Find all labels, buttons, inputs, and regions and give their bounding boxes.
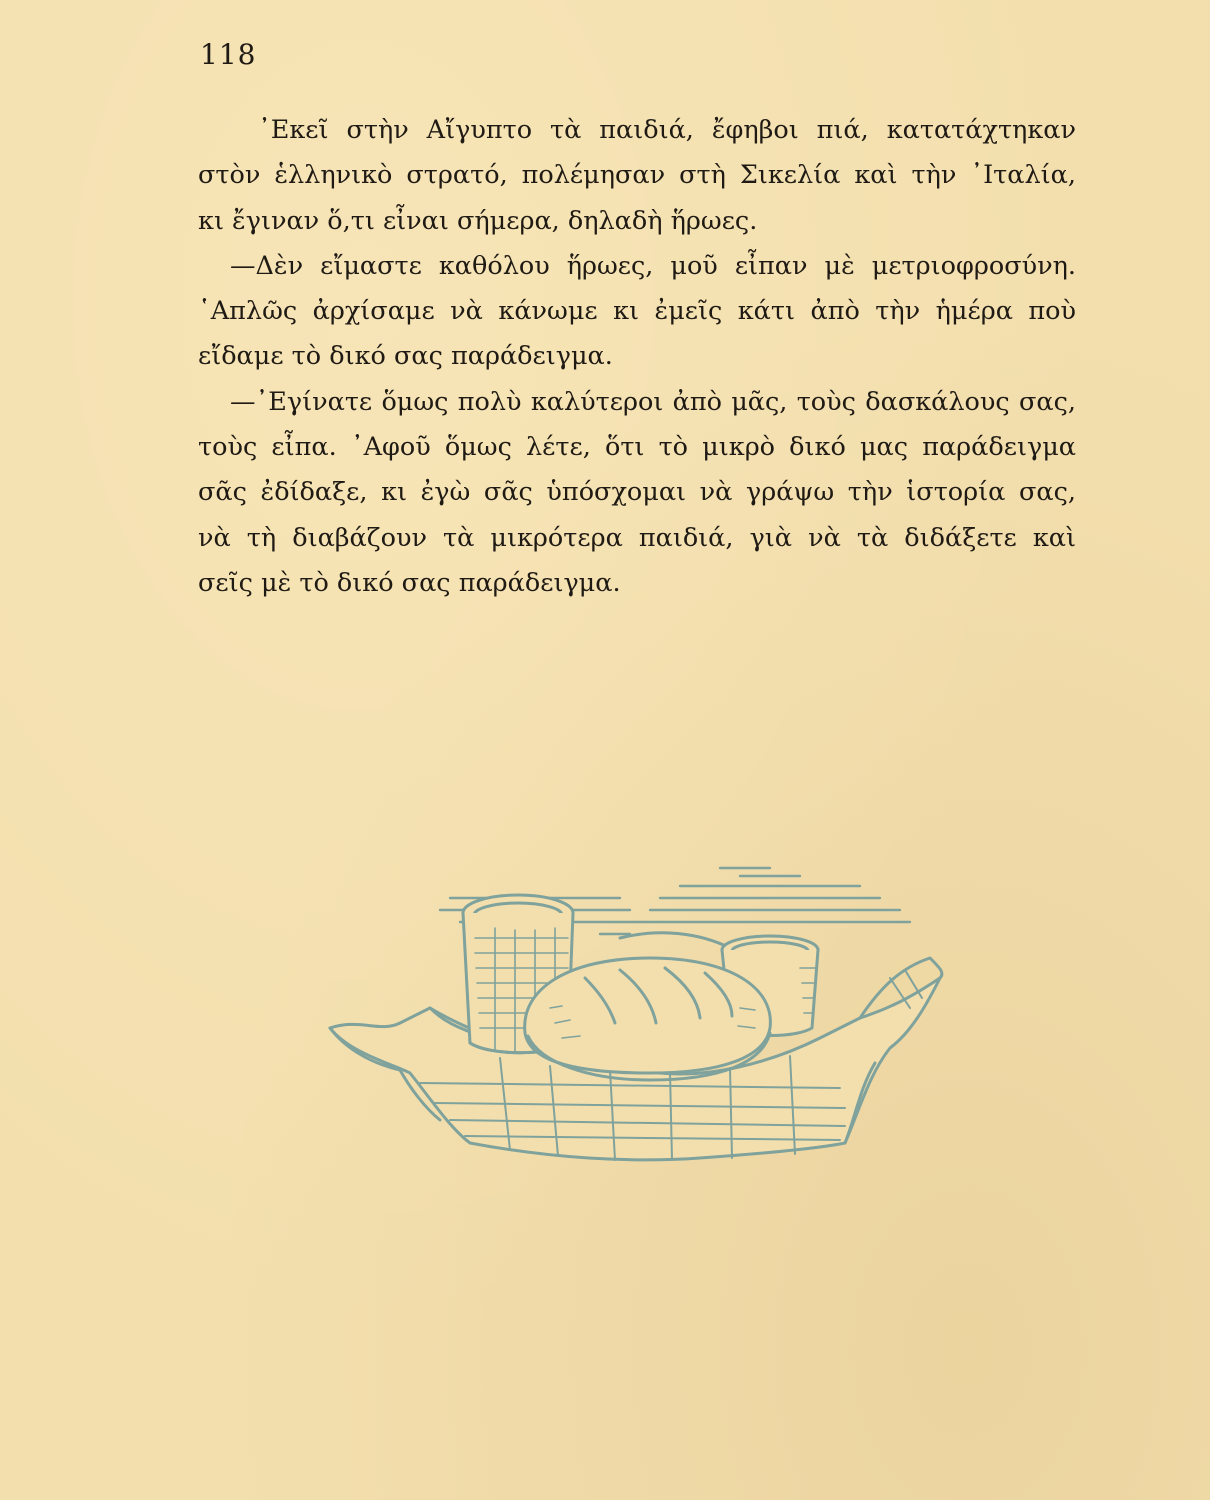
text-line: στὸν ἑλληνικὸ στρατό, πολέμησαν στὴ Σικελία καὶ τὴν ᾿Ιταλία, [198, 160, 1076, 191]
text-line: νὰ τὴ διαβάζουν τὰ μικρότερα παιδιά, γιὰ νὰ τὰ διδάξετε καὶ [198, 522, 1076, 553]
text-line: ῾Απλῶς ἀρχίσαμε νὰ κάνωμε κι ἐμεῖς κάτι ἀπὸ τὴν ἡμέρα ποὺ [198, 296, 1076, 327]
text-line: σεῖς μὲ τὸ δικό σας παράδειγμα. [198, 567, 621, 598]
text-line: κι ἔγιναν ὅ,τι εἶναι σήμερα, δηλαδὴ ἥρωες. [198, 205, 758, 236]
text-line: —Δὲν εἴμαστε καθόλου ἥρωες, μοῦ εἶπαν μὲ μετριοφροσύνη. [230, 250, 1076, 281]
bread-loaf [525, 958, 771, 1080]
text-line: τοὺς εἶπα. ᾿Αφοῦ ὅμως λέτε, ὅτι τὸ μικρὸ δικό μας παράδειγμα [198, 432, 1076, 463]
text-line: σᾶς ἐδίδαξε, κι ἐγὼ σᾶς ὑπόσχομαι νὰ γράψω τὴν ἱστορία σας, [198, 477, 1076, 508]
page-number: 118 [200, 38, 257, 71]
text-line: ᾿Εκεῖ στὴν Αἴγυπτο τὰ παιδιά, ἔφηβοι πιά, κατατάχτηκαν [258, 115, 1076, 145]
bread-and-cups-illustration [300, 858, 960, 1198]
text-line: εἴδαμε τὸ δικό σας παράδειγμα. [198, 341, 613, 372]
text-line: —᾿Εγίνατε ὅμως πολὺ καλύτεροι ἀπὸ μᾶς, τοὺς δασκάλους σας, [230, 386, 1076, 417]
body-text [198, 108, 1076, 606]
